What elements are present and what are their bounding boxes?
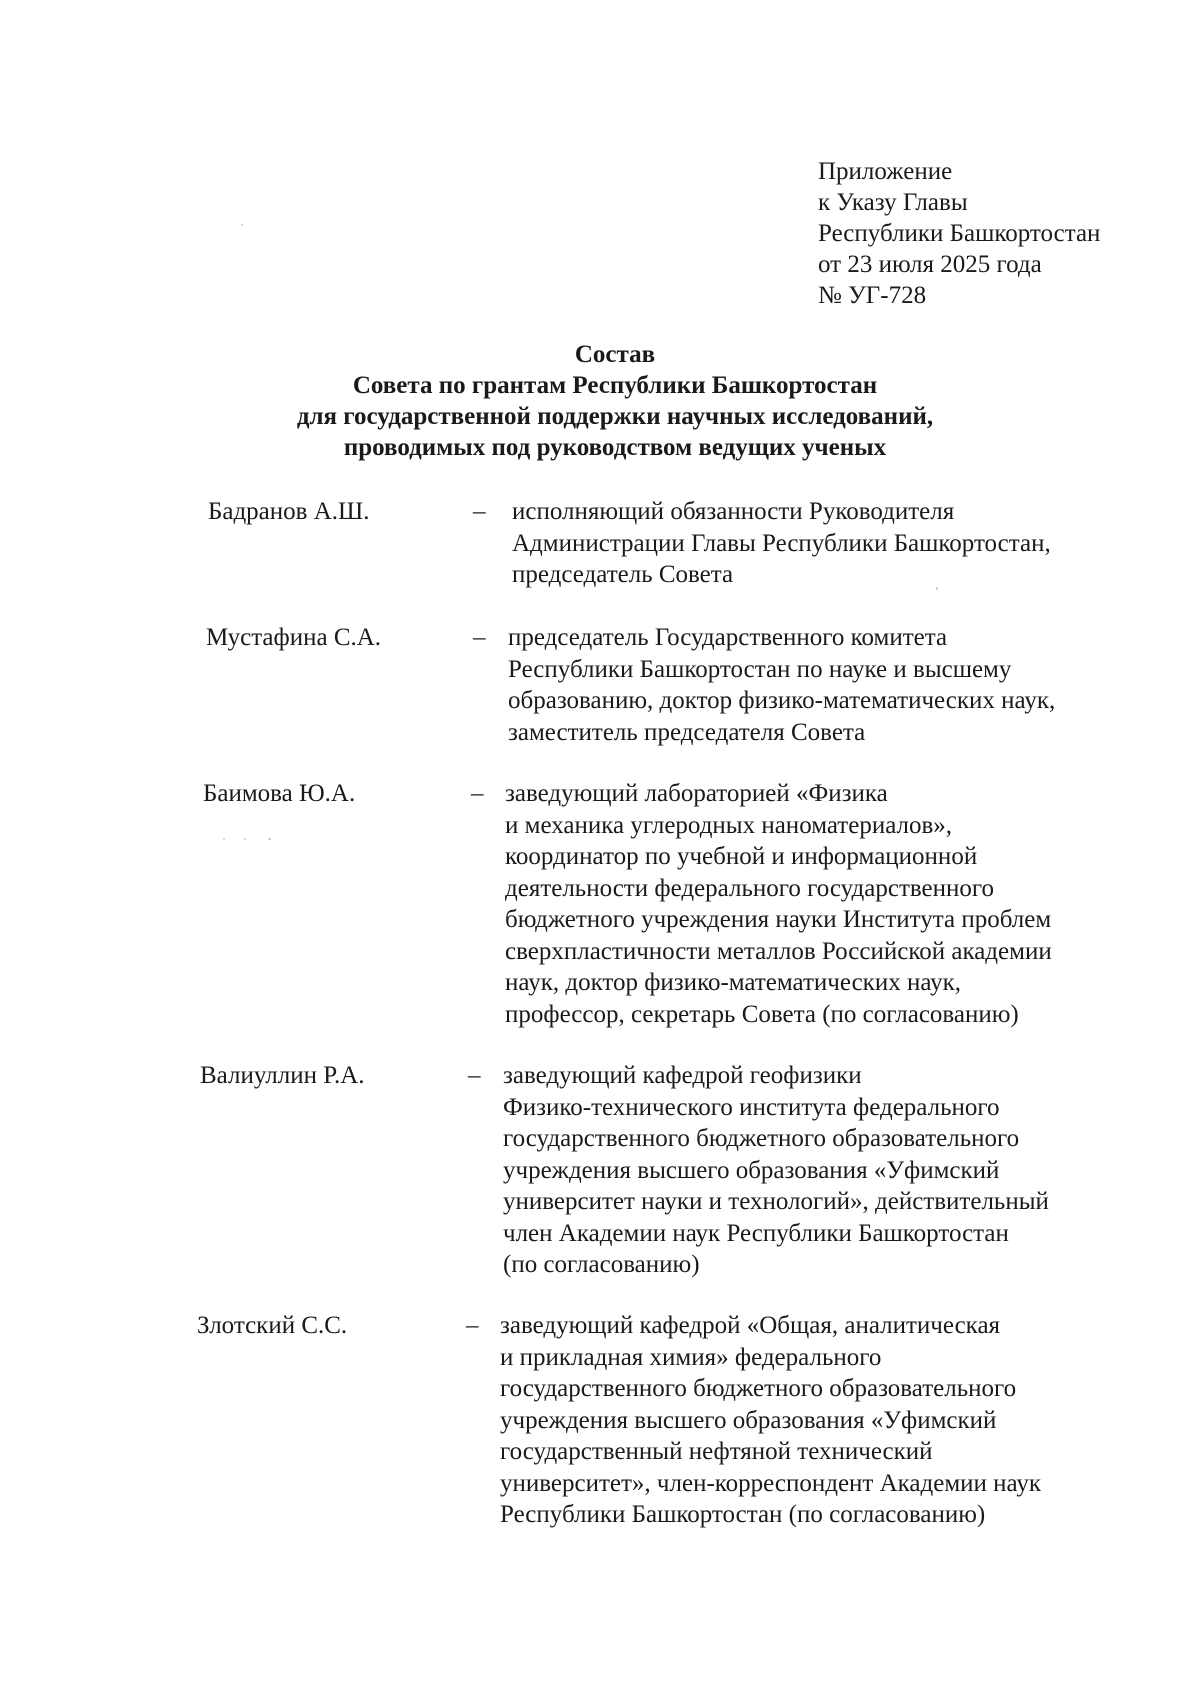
title-line: Состав xyxy=(574,341,656,368)
description-line: заведующий кафедрой «Общая, аналитическая xyxy=(500,1312,1001,1339)
scan-speck xyxy=(268,838,271,840)
description-line: университет науки и технологий», действительный xyxy=(503,1188,1049,1215)
description-line: заведующий лабораторией «Физика xyxy=(505,780,888,807)
description-line: Администрации Главы Республики Башкортостан, xyxy=(512,529,1051,557)
description-line: председатель Государственного комитета xyxy=(508,624,948,651)
member-dash: – xyxy=(473,498,486,525)
description-line: наук, доктор физико-математических наук, xyxy=(505,969,962,996)
member-dash: – xyxy=(471,780,484,807)
description-line: учреждения высшего образования «Уфимский xyxy=(500,1406,997,1434)
appendix-line: Республики Башкортостан xyxy=(818,220,1101,247)
description-line: государственный нефтяной технический xyxy=(500,1438,933,1465)
appendix-line: к Указу Главы xyxy=(818,189,968,216)
title-line: для государственной поддержки научных исследований, xyxy=(296,403,934,430)
member-dash: – xyxy=(473,624,486,651)
description-line: профессор, секретарь Совета (по согласованию) xyxy=(505,1000,1019,1028)
member-dash: – xyxy=(468,1062,481,1089)
scan-speck xyxy=(241,224,243,226)
member-description xyxy=(500,1310,1041,1531)
document-title xyxy=(200,339,1030,463)
member-description xyxy=(512,496,1051,591)
description-line: исполняющий обязанности Руководителя xyxy=(512,498,955,525)
member-name: Баимова Ю.А. xyxy=(203,780,356,807)
description-line: сверхпластичности металлов Российской академии xyxy=(505,937,1052,965)
description-line: и механика углеродных наноматериалов», xyxy=(505,811,953,839)
description-line: заведующий кафедрой геофизики xyxy=(503,1062,862,1089)
description-line: бюджетного учреждения науки Института проблем xyxy=(505,906,1052,933)
member-name: Бадранов А.Ш. xyxy=(208,498,370,525)
description-line: и прикладная химия» федерального xyxy=(500,1343,882,1371)
description-line: заместитель председателя Совета xyxy=(508,718,866,746)
appendix-line: № УГ-728 xyxy=(818,282,927,309)
description-line: государственного бюджетного образовательного xyxy=(503,1125,1020,1152)
appendix-line: от 23 июля 2025 года xyxy=(818,251,1042,278)
scan-speck xyxy=(223,838,225,840)
description-line: университет», член-корреспондент Академии наук xyxy=(500,1469,1042,1497)
appendix-line: Приложение xyxy=(818,158,953,185)
member-name: Злотский С.С. xyxy=(197,1312,348,1339)
description-line: член Академии наук Республики Башкортостан xyxy=(503,1219,1009,1247)
scan-speck xyxy=(244,838,246,840)
description-line: Республики Башкортостан (по согласованию) xyxy=(500,1501,986,1528)
description-line: образованию, доктор физико-математических наук, xyxy=(508,687,1056,714)
description-line: координатор по учебной и информационной xyxy=(505,843,978,870)
member-name: Мустафина С.А. xyxy=(206,624,382,651)
appendix-header xyxy=(818,156,1100,311)
description-line: (по согласованию) xyxy=(503,1251,700,1278)
member-description xyxy=(505,778,1052,1030)
description-line: Физико-технического института федерального xyxy=(503,1093,1000,1121)
description-line: государственного бюджетного образовательного xyxy=(500,1375,1017,1402)
description-line: Республики Башкортостан по науке и высшему xyxy=(508,655,1012,683)
title-line: Совета по грантам Республики Башкортостан xyxy=(352,372,878,399)
title-line: проводимых под руководством ведущих ученых xyxy=(343,434,887,461)
member-dash: – xyxy=(466,1312,479,1339)
description-line: председатель Совета xyxy=(512,561,734,588)
scan-speck xyxy=(936,587,938,590)
member-name: Валиуллин Р.А. xyxy=(200,1062,365,1089)
member-description xyxy=(508,622,1055,748)
member-description xyxy=(503,1060,1049,1281)
description-line: деятельности федерального государственного xyxy=(505,874,995,902)
description-line: учреждения высшего образования «Уфимский xyxy=(503,1156,1000,1184)
